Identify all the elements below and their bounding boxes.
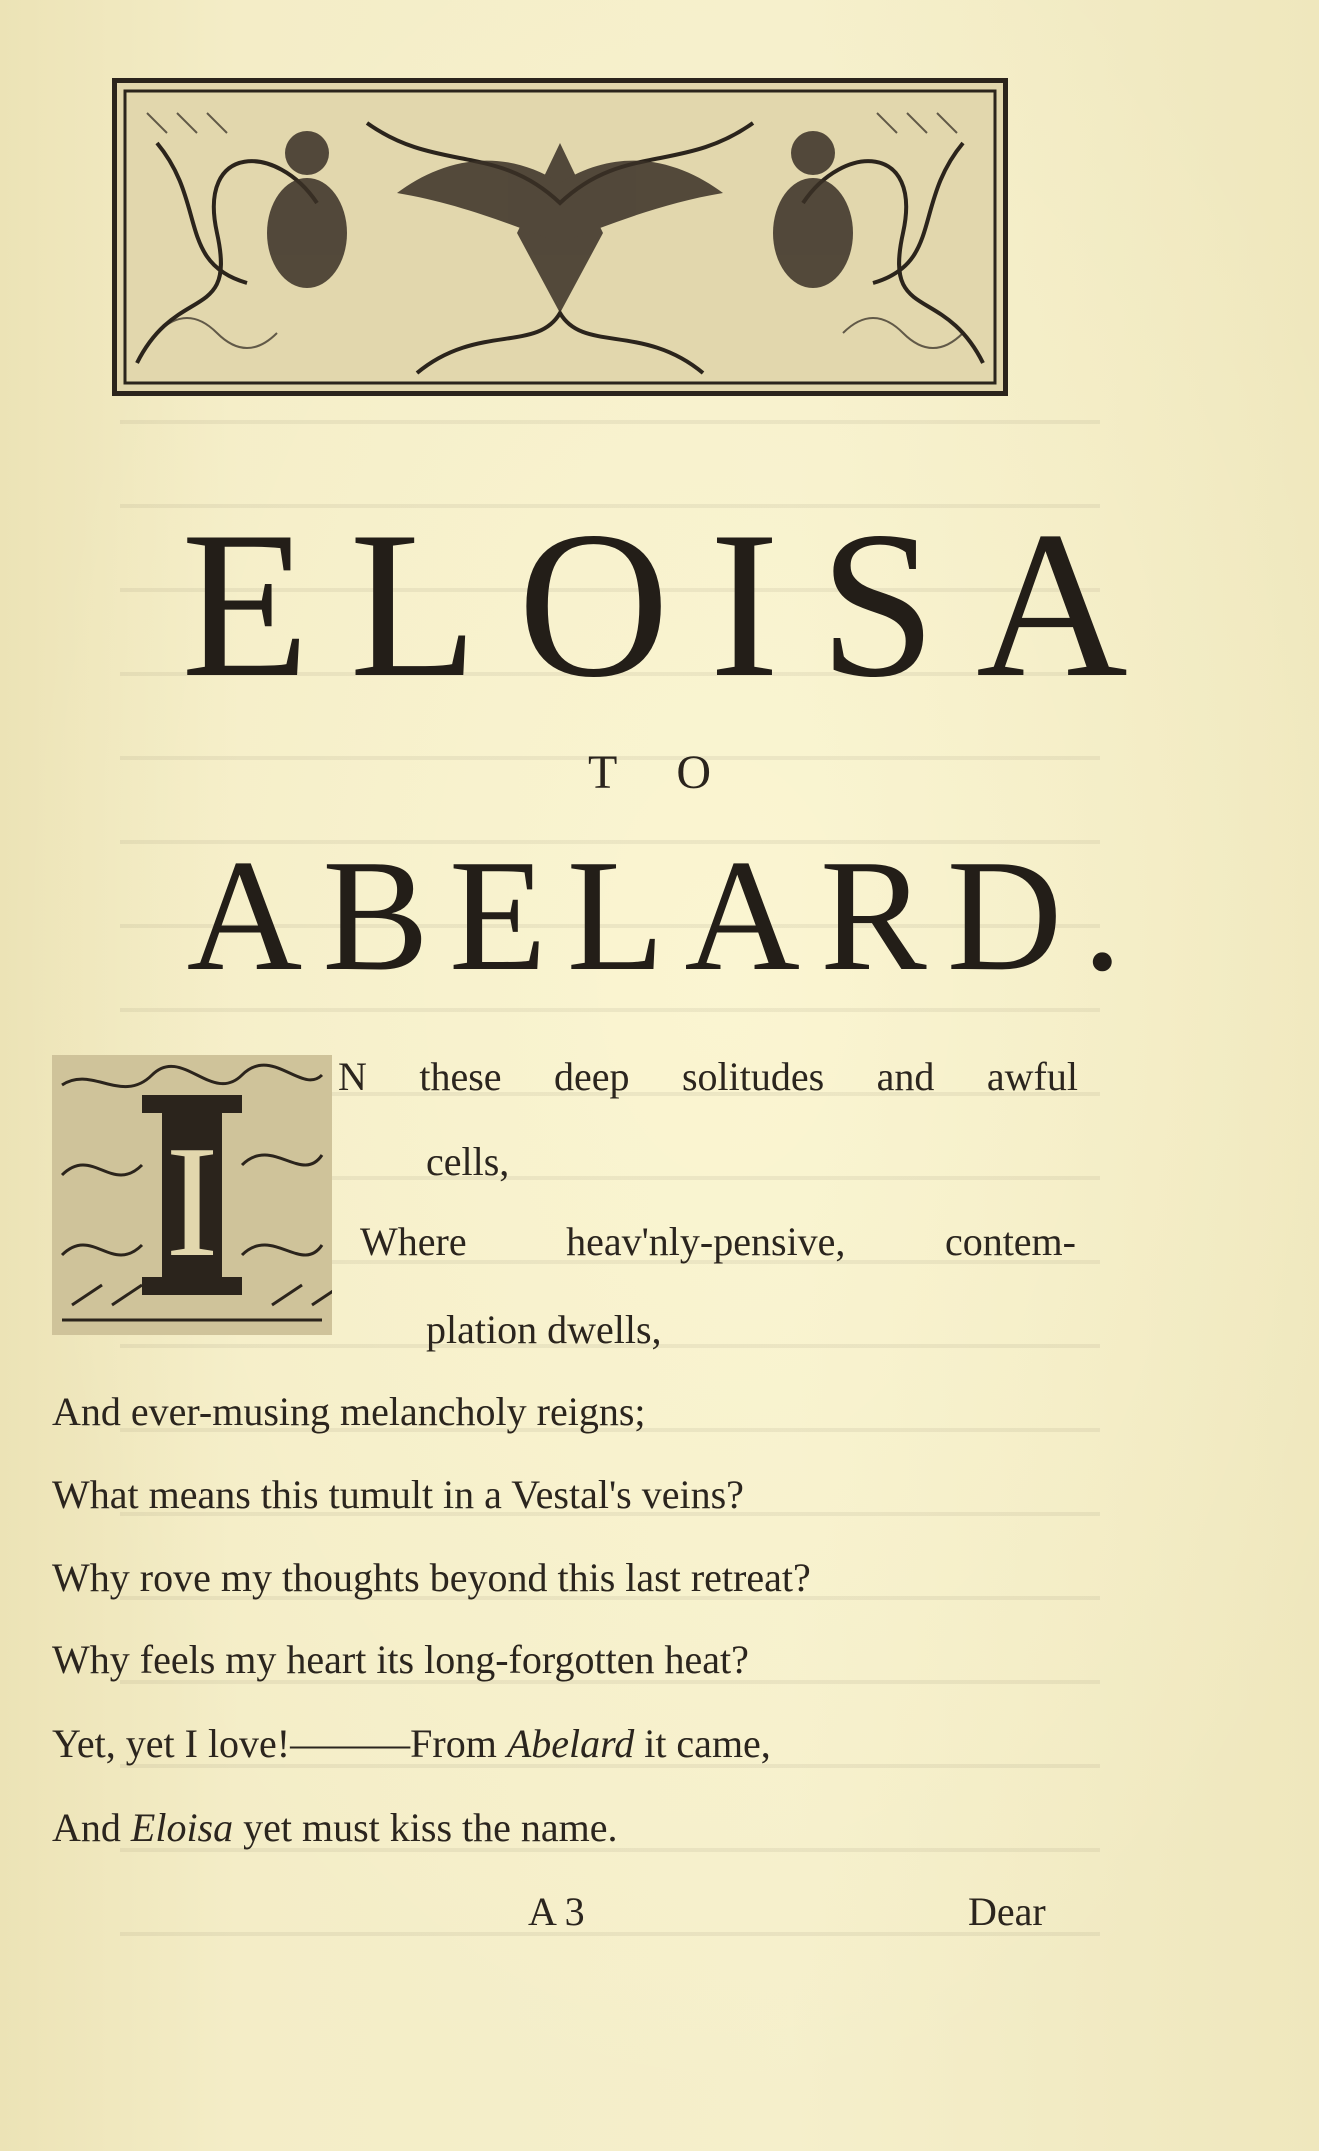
poem-line-8: Why feels my heart its long-forgotten heat? [52,1637,749,1682]
title-abelard: ABELARD. [186,826,1143,1004]
poem-word: contem- [944,1219,1076,1264]
poem-line-4: plation dwells, [426,1307,662,1352]
poem-line-6: What means this tumult in a Vestal's veins? [52,1472,744,1517]
title-to: TO [587,746,772,799]
ornamental-headpiece [112,78,1008,396]
poem-word: solitudes [681,1054,825,1099]
poem-line-3 [360,1220,1076,1264]
poem-word: heav'nly-pensive, [566,1219,846,1264]
poem-line-2: cells, [426,1139,510,1184]
catchword: Dear [968,1889,1046,1934]
poem-word: and [876,1054,935,1099]
poem-text: Yet, yet I love!———From [52,1721,507,1766]
poem-word: N [338,1054,367,1099]
headpiece-engraving-icon [117,83,1003,391]
poem-line-7: Why rove my thoughts beyond this last retreat? [52,1555,811,1600]
poem-word: deep [553,1054,630,1099]
title-eloisa: ELOISA [181,489,1168,721]
poem-word: these [419,1054,502,1099]
signature-mark: A 3 [528,1889,585,1934]
initial-letter-ornament-icon [52,1055,332,1335]
poem-line-9 [52,1722,771,1766]
poem-text: And [52,1805,131,1850]
poem-text: yet must kiss the name. [233,1805,618,1850]
poem-line-5: And ever-musing melancholy reigns; [52,1389,646,1434]
poem-name-eloisa: Eloisa [130,1805,234,1850]
decorated-initial [52,1055,332,1335]
poem-text: it came, [634,1721,771,1766]
poem-name-abelard: Abelard [506,1721,635,1766]
poem-word: Where [360,1219,467,1264]
poem-line-1 [338,1055,1078,1099]
poem-line-10 [52,1806,618,1850]
poem-word: awful [986,1054,1078,1099]
initial-letter-text: I [165,1112,219,1290]
